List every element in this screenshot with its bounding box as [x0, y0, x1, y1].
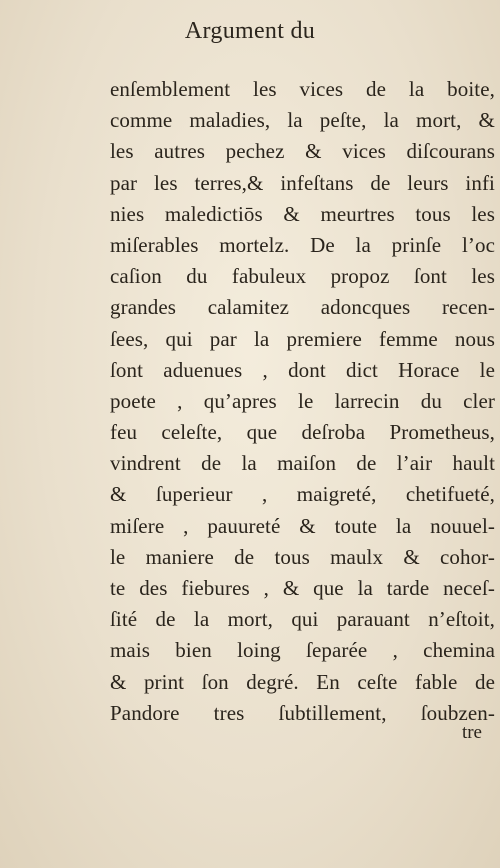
text-line: Pandore tres ſubtillement, ſoubzen- — [110, 700, 495, 725]
catchword: tre — [461, 722, 482, 743]
text-line: les autres pechez & vices diſcourans — [110, 139, 495, 164]
text-line: caſion du fabuleux propoz ſont les — [110, 264, 495, 289]
text-line: mais bien loing ſeparée , chemina — [110, 638, 495, 663]
text-line: & ſuperieur , maigreté, chetifueté, — [110, 482, 495, 507]
text-line: te des fiebures , & que la tarde neceſ- — [110, 576, 495, 600]
text-line: nies maledictiōs & meurtres tous les — [110, 201, 495, 226]
text-line: vindrent de la maiſon de l’air hault — [110, 451, 495, 476]
running-header: Argument du — [184, 18, 316, 44]
text-line: miſere , pauureté & toute la nouuel- — [110, 513, 495, 538]
text-line: comme maladies, la peſte, la mort, & — [110, 108, 495, 133]
text-line: ſees, qui par la premiere femme nous — [110, 326, 495, 351]
text-line: enſemblement les vices de la boite, — [110, 77, 495, 101]
text-line: ſont aduenues , dont dict Horace le — [110, 357, 495, 382]
text-line: feu celeſte, que deſroba Prometheus, — [110, 420, 495, 445]
text-line: miſerables mortelz. De la prinſe l’oc — [110, 232, 495, 257]
text-line: ſité de la mort, qui parauant n’eſtoit, — [110, 607, 495, 632]
text-line: poete , qu’apres le larrecin du cler — [110, 388, 495, 413]
body-text — [110, 74, 495, 729]
text-line: & print ſon degré. En ceſte fable de — [110, 669, 495, 694]
text-line: le maniere de tous maulx & cohor- — [110, 544, 495, 569]
text-line: par les terres,& infeſtans de leurs infi — [110, 170, 495, 195]
text-line: grandes calamitez adoncques recen- — [110, 295, 495, 320]
